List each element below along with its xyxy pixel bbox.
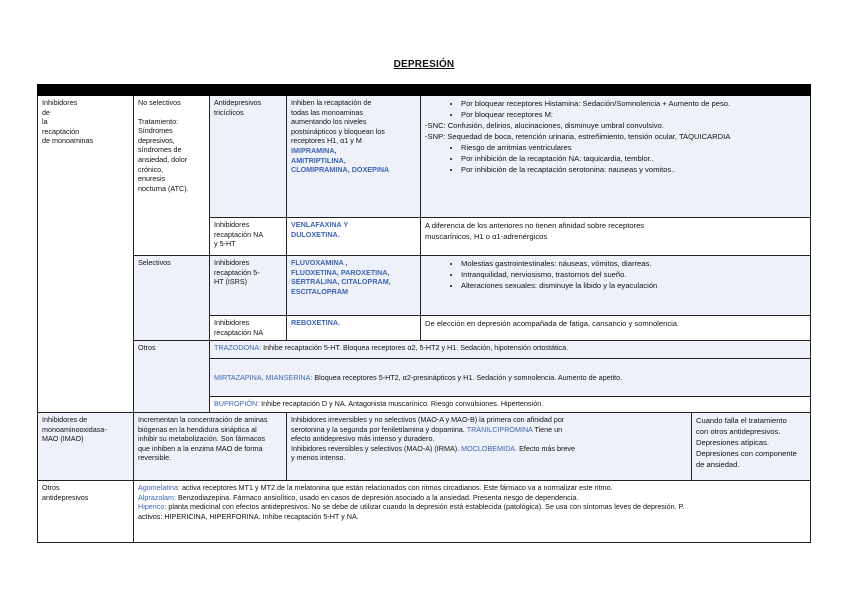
mirtazapina-cell: MIRTAZAPINA, MIANSERINA: Bloquea receptores 5-HT2, α2-presinápticos y H1. Sedación y somnolencia. Aumento de apetito.	[210, 359, 811, 397]
otros-cell: Otros	[134, 341, 210, 413]
isrs-label: Inhibidores recaptación 5- HT (ISRS)	[210, 256, 287, 316]
triciclicos-label: Antidepresivos tricíclicos	[210, 96, 287, 218]
irna-drugs: REBOXETINA.	[287, 316, 421, 341]
trazodona-cell: TRAZODONA: Inhibe recaptación 5-HT. Bloquea receptores α2, 5-HT2 y H1. Sedación, hipotensión ortostática.	[210, 341, 811, 359]
table-row-otros-antidepresivos	[38, 481, 811, 543]
triciclicos-effects: • Por bloquear receptores Histamina: Sedación/Somnolencia + Aumento de peso. • Por bloquear receptores M: -SNC: Confusión, delirios, alucinaciones, disminuye umbral convulsivo. -SNP: Sequedad de boca, retención urinaria, estreñimiento, tensión ocular, TAQUICARDIA • Riesgo de arritmias ventriculares • Por inhibición de la recaptación NA: taquicardia, temblor.. • Por inhibición de la recaptación serotonina: nauseas y vomitos..	[421, 96, 811, 218]
bupropion-cell: BUPROPIÓN: Inhibe recaptación D y NA. Antagonista muscarínico. Riesgo convulsiones. Hipertensión.	[210, 397, 811, 413]
triciclicos-mechanism: Inhiben la recaptación de todas las monoaminas aumentando los niveles postsinápticos y bloquean los receptores H1, α1 y M IMIPRAMINA, AMITRIPTILINA, CLOMIPRAMINA, DOXEPINA	[287, 96, 421, 218]
irna-desc: De elección en depresión acompañada de fatiga, cansancio y somnolencia.	[421, 316, 811, 341]
irna-label: Inhibidores recaptación NA	[210, 316, 287, 341]
table-row-isrs	[38, 256, 811, 316]
imao-label: Inhibidores de monoaminooxidasa- MAO (IMAO)	[38, 413, 134, 481]
imao-mechanism: Incrementan la concentración de aminas biógenas en la hendidura sináptica al inhibir su metabolización. Son fármacos que inhiben a la enzima MAO de forma reversible.	[134, 413, 287, 481]
selectivos-cell: Selectivos	[134, 256, 210, 341]
table-row-imao	[38, 413, 811, 481]
table-row-trazodona	[38, 341, 811, 359]
table-header-bar	[38, 85, 811, 96]
page-title: DEPRESIÓN	[393, 59, 455, 70]
irsn-desc: A diferencia de los anteriores no tienen afinidad sobre receptores muscarínicos, H1 o α1-adrenérgicos	[421, 218, 811, 256]
table-row-triciclicos	[38, 96, 811, 218]
isrs-effects: • Molestias gastrointestinales: náuseas, vómitos, diarreas. • Intranquilidad, nerviosismo, trastornos del sueño. • Alteraciones sexuales: disminuye la libido y la eyaculación	[421, 256, 811, 316]
irsn-drugs: VENLAFAXINA Y DULOXETINA.	[287, 218, 421, 256]
otros-antidepresivos-label: Otros antidepresivos	[38, 481, 134, 543]
group-label-recaptacion: Inhibidores de la recaptación de monoaminas	[38, 96, 134, 413]
no-selectivos-cell: No selectivos Tratamiento: Síndromes depresivos, síndromes de ansiedad, dolor crónico, enuresis nocturna (ATC).	[134, 96, 210, 256]
imao-types: Inhibidores irreversibles y no selectivos (MAO-A y MAO-B) la primera con afinidad por serotonina y la segunda por feniletilamina y dopamina. TRANILCIPROMINA Tiene un efecto antidepresivo más intenso y duradero. Inhibidores reversibles y selectivos (MAO-A) (IRMA). MOCLOBEMIDA. Efecto más breve y menos intenso.	[287, 413, 692, 481]
otros-antidepresivos-desc: Agomelatina: activa receptores MT1 y MT2 de la melatonina que están relacionados con ritmos circadianos. Este fármaco va a normalizar este ritmo. Alprazolam: Benzodiazepina. Fármaco ansiolítico, usado en casos de depresión asociado a la ansiedad. Presenta riesgo de dependencia. Hiperico: planta medicinal con efectos antidepresivos. No se debe de utilizar cuando la depresión está establecida (patológica). Se usa con síntomas leves de depresión. P. activos: HIPERICINA, HIPERFORINA. Inhibe recaptación 5-HT y NA.	[134, 481, 811, 543]
depression-table	[37, 84, 811, 543]
irsn-label: Inhibidores recaptación NA y 5-HT	[210, 218, 287, 256]
imao-indications: Cuando falla el tratamiento con otros antidepresivos. Depresiones atípicas. Depresiones con componente de ansiedad.	[692, 413, 811, 481]
isrs-drugs: FLUVOXAMINA , FLUOXETINA, PAROXETINA, SERTRALINA, CITALOPRAM, ESCITALOPRAM	[287, 256, 421, 316]
